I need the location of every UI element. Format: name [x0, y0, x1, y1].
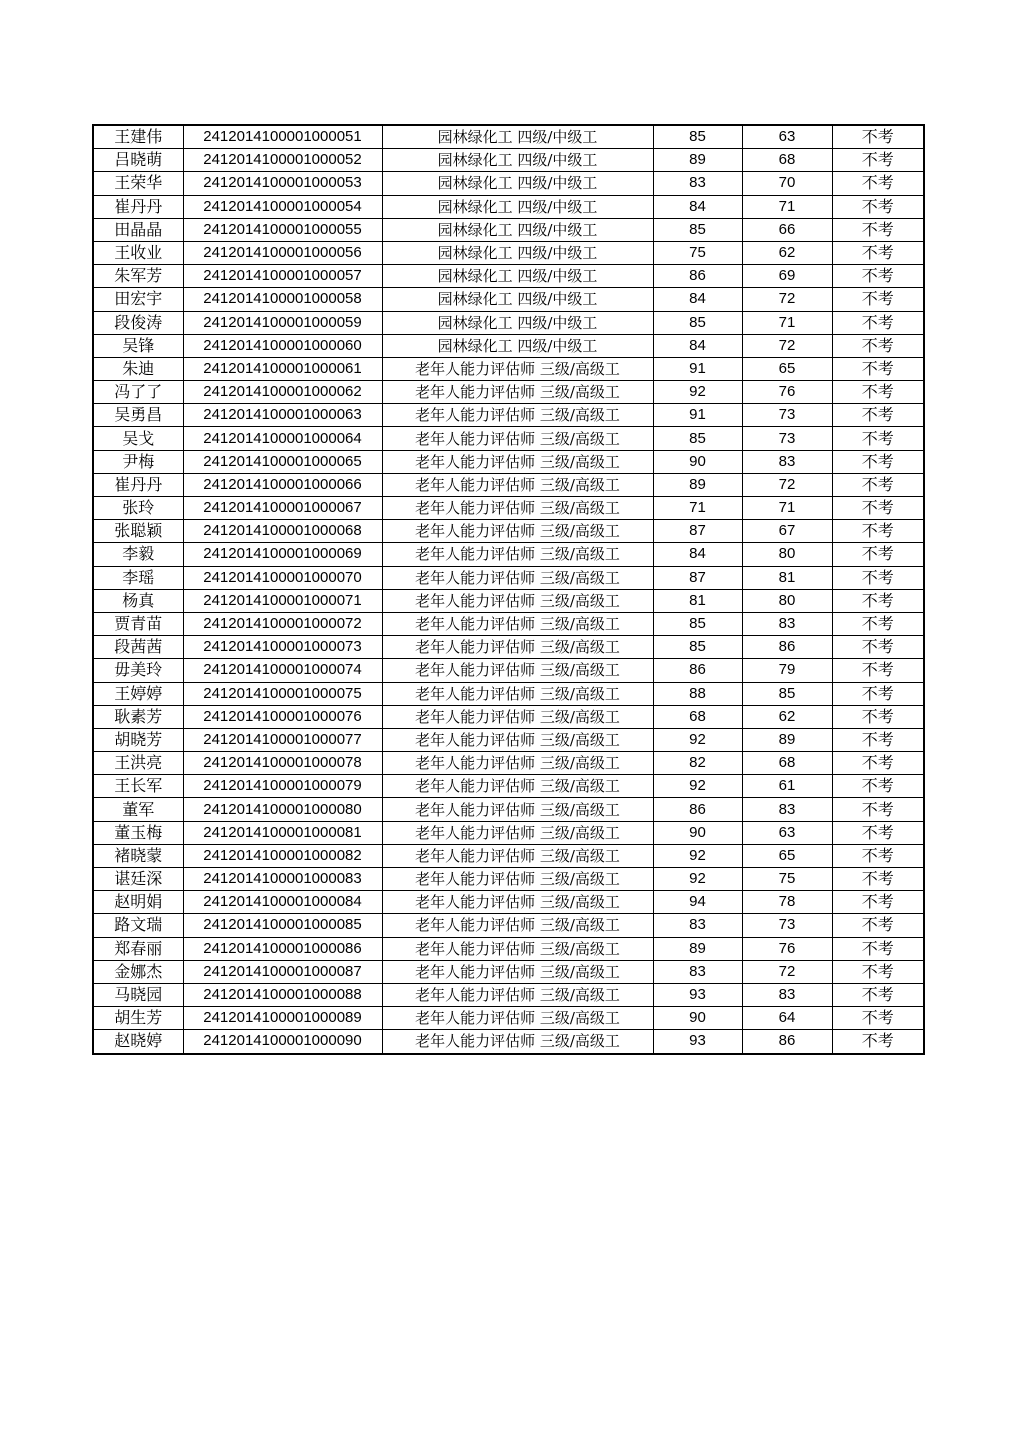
skill-score-cell: 67 — [742, 520, 832, 543]
status-cell: 不考 — [832, 728, 924, 751]
candidate-name-cell: 贾青苗 — [93, 612, 183, 635]
status-cell: 不考 — [832, 659, 924, 682]
candidate-name-cell: 吴戈 — [93, 427, 183, 450]
occupation-level-cell: 园林绿化工 四级/中级工 — [382, 265, 653, 288]
skill-score-cell: 62 — [742, 241, 832, 264]
status-cell: 不考 — [832, 612, 924, 635]
occupation-level-cell: 园林绿化工 四级/中级工 — [382, 334, 653, 357]
candidate-name-cell: 李瑶 — [93, 566, 183, 589]
skill-score-cell: 62 — [742, 705, 832, 728]
ticket-number-cell: 2412014100001000057 — [183, 265, 382, 288]
table-row — [93, 914, 924, 937]
skill-score-cell: 80 — [742, 543, 832, 566]
skill-score-cell: 83 — [742, 612, 832, 635]
ticket-number-cell: 2412014100001000053 — [183, 172, 382, 195]
ticket-number-cell: 2412014100001000074 — [183, 659, 382, 682]
candidate-name-cell: 崔丹丹 — [93, 195, 183, 218]
ticket-number-cell: 2412014100001000090 — [183, 1030, 382, 1054]
skill-score-cell: 85 — [742, 682, 832, 705]
ticket-number-cell: 2412014100001000052 — [183, 149, 382, 172]
ticket-number-cell: 2412014100001000066 — [183, 473, 382, 496]
candidate-name-cell: 赵晓婷 — [93, 1030, 183, 1054]
candidate-name-cell: 金娜杰 — [93, 960, 183, 983]
status-cell: 不考 — [832, 311, 924, 334]
occupation-level-cell: 老年人能力评估师 三级/高级工 — [382, 844, 653, 867]
candidate-name-cell: 郑春丽 — [93, 937, 183, 960]
skill-score-cell: 72 — [742, 473, 832, 496]
candidate-name-cell: 杨真 — [93, 589, 183, 612]
candidate-name-cell: 吴勇昌 — [93, 404, 183, 427]
status-cell: 不考 — [832, 149, 924, 172]
skill-score-cell: 83 — [742, 798, 832, 821]
ticket-number-cell: 2412014100001000064 — [183, 427, 382, 450]
theory-score-cell: 81 — [653, 589, 742, 612]
theory-score-cell: 86 — [653, 265, 742, 288]
theory-score-cell: 91 — [653, 404, 742, 427]
status-cell: 不考 — [832, 636, 924, 659]
skill-score-cell: 65 — [742, 844, 832, 867]
candidate-name-cell: 董玉梅 — [93, 821, 183, 844]
theory-score-cell: 92 — [653, 868, 742, 891]
skill-score-cell: 86 — [742, 1030, 832, 1054]
occupation-level-cell: 园林绿化工 四级/中级工 — [382, 311, 653, 334]
occupation-level-cell: 老年人能力评估师 三级/高级工 — [382, 497, 653, 520]
skill-score-cell: 75 — [742, 868, 832, 891]
status-cell: 不考 — [832, 566, 924, 589]
table-row — [93, 821, 924, 844]
skill-score-cell: 81 — [742, 566, 832, 589]
theory-score-cell: 92 — [653, 728, 742, 751]
theory-score-cell: 90 — [653, 450, 742, 473]
skill-score-cell: 78 — [742, 891, 832, 914]
skill-score-cell: 72 — [742, 334, 832, 357]
table-row — [93, 566, 924, 589]
skill-score-cell: 63 — [742, 821, 832, 844]
skill-score-cell: 83 — [742, 983, 832, 1006]
status-cell: 不考 — [832, 288, 924, 311]
status-cell: 不考 — [832, 473, 924, 496]
skill-score-cell: 65 — [742, 357, 832, 380]
candidate-name-cell: 王洪亮 — [93, 752, 183, 775]
status-cell: 不考 — [832, 195, 924, 218]
table-row — [93, 752, 924, 775]
skill-score-cell: 73 — [742, 404, 832, 427]
status-cell: 不考 — [832, 983, 924, 1006]
occupation-level-cell: 园林绿化工 四级/中级工 — [382, 218, 653, 241]
table-row — [93, 218, 924, 241]
occupation-level-cell: 园林绿化工 四级/中级工 — [382, 125, 653, 149]
candidate-name-cell: 崔丹丹 — [93, 473, 183, 496]
occupation-level-cell: 老年人能力评估师 三级/高级工 — [382, 427, 653, 450]
theory-score-cell: 88 — [653, 682, 742, 705]
theory-score-cell: 84 — [653, 288, 742, 311]
candidate-name-cell: 冯了了 — [93, 381, 183, 404]
ticket-number-cell: 2412014100001000083 — [183, 868, 382, 891]
ticket-number-cell: 2412014100001000055 — [183, 218, 382, 241]
occupation-level-cell: 老年人能力评估师 三级/高级工 — [382, 450, 653, 473]
occupation-level-cell: 老年人能力评估师 三级/高级工 — [382, 520, 653, 543]
status-cell: 不考 — [832, 775, 924, 798]
occupation-level-cell: 园林绿化工 四级/中级工 — [382, 195, 653, 218]
occupation-level-cell: 老年人能力评估师 三级/高级工 — [382, 775, 653, 798]
theory-score-cell: 92 — [653, 381, 742, 404]
theory-score-cell: 92 — [653, 844, 742, 867]
status-cell: 不考 — [832, 172, 924, 195]
occupation-level-cell: 老年人能力评估师 三级/高级工 — [382, 381, 653, 404]
table-row — [93, 404, 924, 427]
table-row — [93, 311, 924, 334]
candidate-name-cell: 吕晓萌 — [93, 149, 183, 172]
skill-score-cell: 63 — [742, 125, 832, 149]
theory-score-cell: 75 — [653, 241, 742, 264]
table-row — [93, 473, 924, 496]
status-cell: 不考 — [832, 125, 924, 149]
ticket-number-cell: 2412014100001000086 — [183, 937, 382, 960]
status-cell: 不考 — [832, 844, 924, 867]
table-row — [93, 497, 924, 520]
skill-score-cell: 73 — [742, 914, 832, 937]
ticket-number-cell: 2412014100001000079 — [183, 775, 382, 798]
theory-score-cell: 89 — [653, 937, 742, 960]
candidate-name-cell: 王建伟 — [93, 125, 183, 149]
theory-score-cell: 93 — [653, 983, 742, 1006]
table-row — [93, 543, 924, 566]
candidate-name-cell: 胡生芳 — [93, 1007, 183, 1030]
theory-score-cell: 94 — [653, 891, 742, 914]
theory-score-cell: 84 — [653, 334, 742, 357]
skill-score-cell: 83 — [742, 450, 832, 473]
status-cell: 不考 — [832, 914, 924, 937]
ticket-number-cell: 2412014100001000084 — [183, 891, 382, 914]
theory-score-cell: 87 — [653, 566, 742, 589]
theory-score-cell: 85 — [653, 427, 742, 450]
status-cell: 不考 — [832, 241, 924, 264]
status-cell: 不考 — [832, 682, 924, 705]
theory-score-cell: 85 — [653, 612, 742, 635]
candidate-name-cell: 田晶晶 — [93, 218, 183, 241]
ticket-number-cell: 2412014100001000082 — [183, 844, 382, 867]
theory-score-cell: 83 — [653, 960, 742, 983]
skill-score-cell: 86 — [742, 636, 832, 659]
ticket-number-cell: 2412014100001000058 — [183, 288, 382, 311]
candidate-name-cell: 褚晓蒙 — [93, 844, 183, 867]
table-row — [93, 288, 924, 311]
candidate-name-cell: 李毅 — [93, 543, 183, 566]
theory-score-cell: 84 — [653, 195, 742, 218]
occupation-level-cell: 老年人能力评估师 三级/高级工 — [382, 914, 653, 937]
occupation-level-cell: 老年人能力评估师 三级/高级工 — [382, 659, 653, 682]
ticket-number-cell: 2412014100001000087 — [183, 960, 382, 983]
occupation-level-cell: 老年人能力评估师 三级/高级工 — [382, 589, 653, 612]
theory-score-cell: 85 — [653, 218, 742, 241]
skill-score-cell: 70 — [742, 172, 832, 195]
table-row — [93, 937, 924, 960]
table-row — [93, 612, 924, 635]
ticket-number-cell: 2412014100001000088 — [183, 983, 382, 1006]
theory-score-cell: 83 — [653, 914, 742, 937]
status-cell: 不考 — [832, 543, 924, 566]
table-row — [93, 636, 924, 659]
status-cell: 不考 — [832, 798, 924, 821]
skill-score-cell: 68 — [742, 149, 832, 172]
table-row — [93, 844, 924, 867]
ticket-number-cell: 2412014100001000073 — [183, 636, 382, 659]
table-row — [93, 868, 924, 891]
occupation-level-cell: 老年人能力评估师 三级/高级工 — [382, 612, 653, 635]
ticket-number-cell: 2412014100001000077 — [183, 728, 382, 751]
candidate-name-cell: 毋美玲 — [93, 659, 183, 682]
skill-score-cell: 71 — [742, 195, 832, 218]
occupation-level-cell: 园林绿化工 四级/中级工 — [382, 172, 653, 195]
table-row — [93, 960, 924, 983]
ticket-number-cell: 2412014100001000071 — [183, 589, 382, 612]
candidate-name-cell: 段俊涛 — [93, 311, 183, 334]
table-row — [93, 195, 924, 218]
candidate-name-cell: 耿素芳 — [93, 705, 183, 728]
skill-score-cell: 71 — [742, 497, 832, 520]
ticket-number-cell: 2412014100001000063 — [183, 404, 382, 427]
status-cell: 不考 — [832, 960, 924, 983]
candidate-name-cell: 王荣华 — [93, 172, 183, 195]
ticket-number-cell: 2412014100001000060 — [183, 334, 382, 357]
candidate-name-cell: 朱军芳 — [93, 265, 183, 288]
occupation-level-cell: 园林绿化工 四级/中级工 — [382, 288, 653, 311]
theory-score-cell: 71 — [653, 497, 742, 520]
candidate-name-cell: 谌廷深 — [93, 868, 183, 891]
theory-score-cell: 90 — [653, 821, 742, 844]
occupation-level-cell: 老年人能力评估师 三级/高级工 — [382, 960, 653, 983]
candidate-name-cell: 田宏宇 — [93, 288, 183, 311]
theory-score-cell: 85 — [653, 125, 742, 149]
ticket-number-cell: 2412014100001000072 — [183, 612, 382, 635]
skill-score-cell: 64 — [742, 1007, 832, 1030]
theory-score-cell: 91 — [653, 357, 742, 380]
ticket-number-cell: 2412014100001000081 — [183, 821, 382, 844]
skill-score-cell: 71 — [742, 311, 832, 334]
occupation-level-cell: 老年人能力评估师 三级/高级工 — [382, 891, 653, 914]
skill-score-cell: 72 — [742, 960, 832, 983]
skill-score-cell: 79 — [742, 659, 832, 682]
table-row — [93, 1030, 924, 1054]
occupation-level-cell: 老年人能力评估师 三级/高级工 — [382, 357, 653, 380]
occupation-level-cell: 老年人能力评估师 三级/高级工 — [382, 983, 653, 1006]
candidate-name-cell: 朱迪 — [93, 357, 183, 380]
status-cell: 不考 — [832, 868, 924, 891]
theory-score-cell: 90 — [653, 1007, 742, 1030]
ticket-number-cell: 2412014100001000065 — [183, 450, 382, 473]
table-row — [93, 659, 924, 682]
theory-score-cell: 85 — [653, 636, 742, 659]
ticket-number-cell: 2412014100001000051 — [183, 125, 382, 149]
candidate-name-cell: 王婷婷 — [93, 682, 183, 705]
theory-score-cell: 68 — [653, 705, 742, 728]
table-row — [93, 798, 924, 821]
table-row — [93, 705, 924, 728]
ticket-number-cell: 2412014100001000061 — [183, 357, 382, 380]
skill-score-cell: 61 — [742, 775, 832, 798]
skill-score-cell: 89 — [742, 728, 832, 751]
table-row — [93, 682, 924, 705]
occupation-level-cell: 老年人能力评估师 三级/高级工 — [382, 798, 653, 821]
theory-score-cell: 83 — [653, 172, 742, 195]
ticket-number-cell: 2412014100001000059 — [183, 311, 382, 334]
ticket-number-cell: 2412014100001000085 — [183, 914, 382, 937]
theory-score-cell: 87 — [653, 520, 742, 543]
table-row — [93, 241, 924, 264]
candidate-name-cell: 张聪颖 — [93, 520, 183, 543]
table-row — [93, 172, 924, 195]
ticket-number-cell: 2412014100001000067 — [183, 497, 382, 520]
table-row — [93, 520, 924, 543]
status-cell: 不考 — [832, 752, 924, 775]
theory-score-cell: 89 — [653, 473, 742, 496]
table-row — [93, 891, 924, 914]
occupation-level-cell: 老年人能力评估师 三级/高级工 — [382, 566, 653, 589]
theory-score-cell: 84 — [653, 543, 742, 566]
ticket-number-cell: 2412014100001000054 — [183, 195, 382, 218]
skill-score-cell: 69 — [742, 265, 832, 288]
occupation-level-cell: 园林绿化工 四级/中级工 — [382, 241, 653, 264]
status-cell: 不考 — [832, 265, 924, 288]
table-row — [93, 450, 924, 473]
occupation-level-cell: 老年人能力评估师 三级/高级工 — [382, 682, 653, 705]
status-cell: 不考 — [832, 218, 924, 241]
theory-score-cell: 92 — [653, 775, 742, 798]
theory-score-cell: 93 — [653, 1030, 742, 1054]
theory-score-cell: 82 — [653, 752, 742, 775]
results-table-body — [93, 125, 924, 1054]
candidate-name-cell: 赵明娟 — [93, 891, 183, 914]
occupation-level-cell: 老年人能力评估师 三级/高级工 — [382, 752, 653, 775]
ticket-number-cell: 2412014100001000078 — [183, 752, 382, 775]
table-row — [93, 1007, 924, 1030]
table-row — [93, 775, 924, 798]
ticket-number-cell: 2412014100001000076 — [183, 705, 382, 728]
occupation-level-cell: 老年人能力评估师 三级/高级工 — [382, 636, 653, 659]
ticket-number-cell: 2412014100001000075 — [183, 682, 382, 705]
status-cell: 不考 — [832, 450, 924, 473]
theory-score-cell: 85 — [653, 311, 742, 334]
table-row — [93, 334, 924, 357]
results-table — [92, 124, 925, 1055]
skill-score-cell: 66 — [742, 218, 832, 241]
table-row — [93, 427, 924, 450]
candidate-name-cell: 吴锋 — [93, 334, 183, 357]
candidate-name-cell: 段茜茜 — [93, 636, 183, 659]
table-row — [93, 728, 924, 751]
status-cell: 不考 — [832, 357, 924, 380]
ticket-number-cell: 2412014100001000056 — [183, 241, 382, 264]
candidate-name-cell: 王长军 — [93, 775, 183, 798]
table-row — [93, 357, 924, 380]
occupation-level-cell: 老年人能力评估师 三级/高级工 — [382, 937, 653, 960]
theory-score-cell: 89 — [653, 149, 742, 172]
occupation-level-cell: 老年人能力评估师 三级/高级工 — [382, 543, 653, 566]
ticket-number-cell: 2412014100001000068 — [183, 520, 382, 543]
occupation-level-cell: 老年人能力评估师 三级/高级工 — [382, 1007, 653, 1030]
skill-score-cell: 72 — [742, 288, 832, 311]
status-cell: 不考 — [832, 427, 924, 450]
occupation-level-cell: 园林绿化工 四级/中级工 — [382, 149, 653, 172]
skill-score-cell: 68 — [742, 752, 832, 775]
ticket-number-cell: 2412014100001000062 — [183, 381, 382, 404]
table-row — [93, 381, 924, 404]
skill-score-cell: 80 — [742, 589, 832, 612]
table-row — [93, 589, 924, 612]
occupation-level-cell: 老年人能力评估师 三级/高级工 — [382, 404, 653, 427]
candidate-name-cell: 马晓园 — [93, 983, 183, 1006]
skill-score-cell: 73 — [742, 427, 832, 450]
table-row — [93, 125, 924, 149]
status-cell: 不考 — [832, 334, 924, 357]
ticket-number-cell: 2412014100001000069 — [183, 543, 382, 566]
candidate-name-cell: 路文瑞 — [93, 914, 183, 937]
ticket-number-cell: 2412014100001000070 — [183, 566, 382, 589]
status-cell: 不考 — [832, 381, 924, 404]
theory-score-cell: 86 — [653, 798, 742, 821]
table-row — [93, 265, 924, 288]
occupation-level-cell: 老年人能力评估师 三级/高级工 — [382, 868, 653, 891]
status-cell: 不考 — [832, 589, 924, 612]
candidate-name-cell: 张玲 — [93, 497, 183, 520]
theory-score-cell: 86 — [653, 659, 742, 682]
status-cell: 不考 — [832, 497, 924, 520]
table-row — [93, 149, 924, 172]
status-cell: 不考 — [832, 937, 924, 960]
status-cell: 不考 — [832, 520, 924, 543]
ticket-number-cell: 2412014100001000089 — [183, 1007, 382, 1030]
skill-score-cell: 76 — [742, 381, 832, 404]
occupation-level-cell: 老年人能力评估师 三级/高级工 — [382, 728, 653, 751]
occupation-level-cell: 老年人能力评估师 三级/高级工 — [382, 1030, 653, 1054]
skill-score-cell: 76 — [742, 937, 832, 960]
status-cell: 不考 — [832, 705, 924, 728]
status-cell: 不考 — [832, 1030, 924, 1054]
status-cell: 不考 — [832, 821, 924, 844]
candidate-name-cell: 王收业 — [93, 241, 183, 264]
candidate-name-cell: 尹梅 — [93, 450, 183, 473]
ticket-number-cell: 2412014100001000080 — [183, 798, 382, 821]
candidate-name-cell: 胡晓芳 — [93, 728, 183, 751]
status-cell: 不考 — [832, 1007, 924, 1030]
occupation-level-cell: 老年人能力评估师 三级/高级工 — [382, 705, 653, 728]
occupation-level-cell: 老年人能力评估师 三级/高级工 — [382, 821, 653, 844]
status-cell: 不考 — [832, 404, 924, 427]
candidate-name-cell: 董军 — [93, 798, 183, 821]
occupation-level-cell: 老年人能力评估师 三级/高级工 — [382, 473, 653, 496]
table-row — [93, 983, 924, 1006]
status-cell: 不考 — [832, 891, 924, 914]
